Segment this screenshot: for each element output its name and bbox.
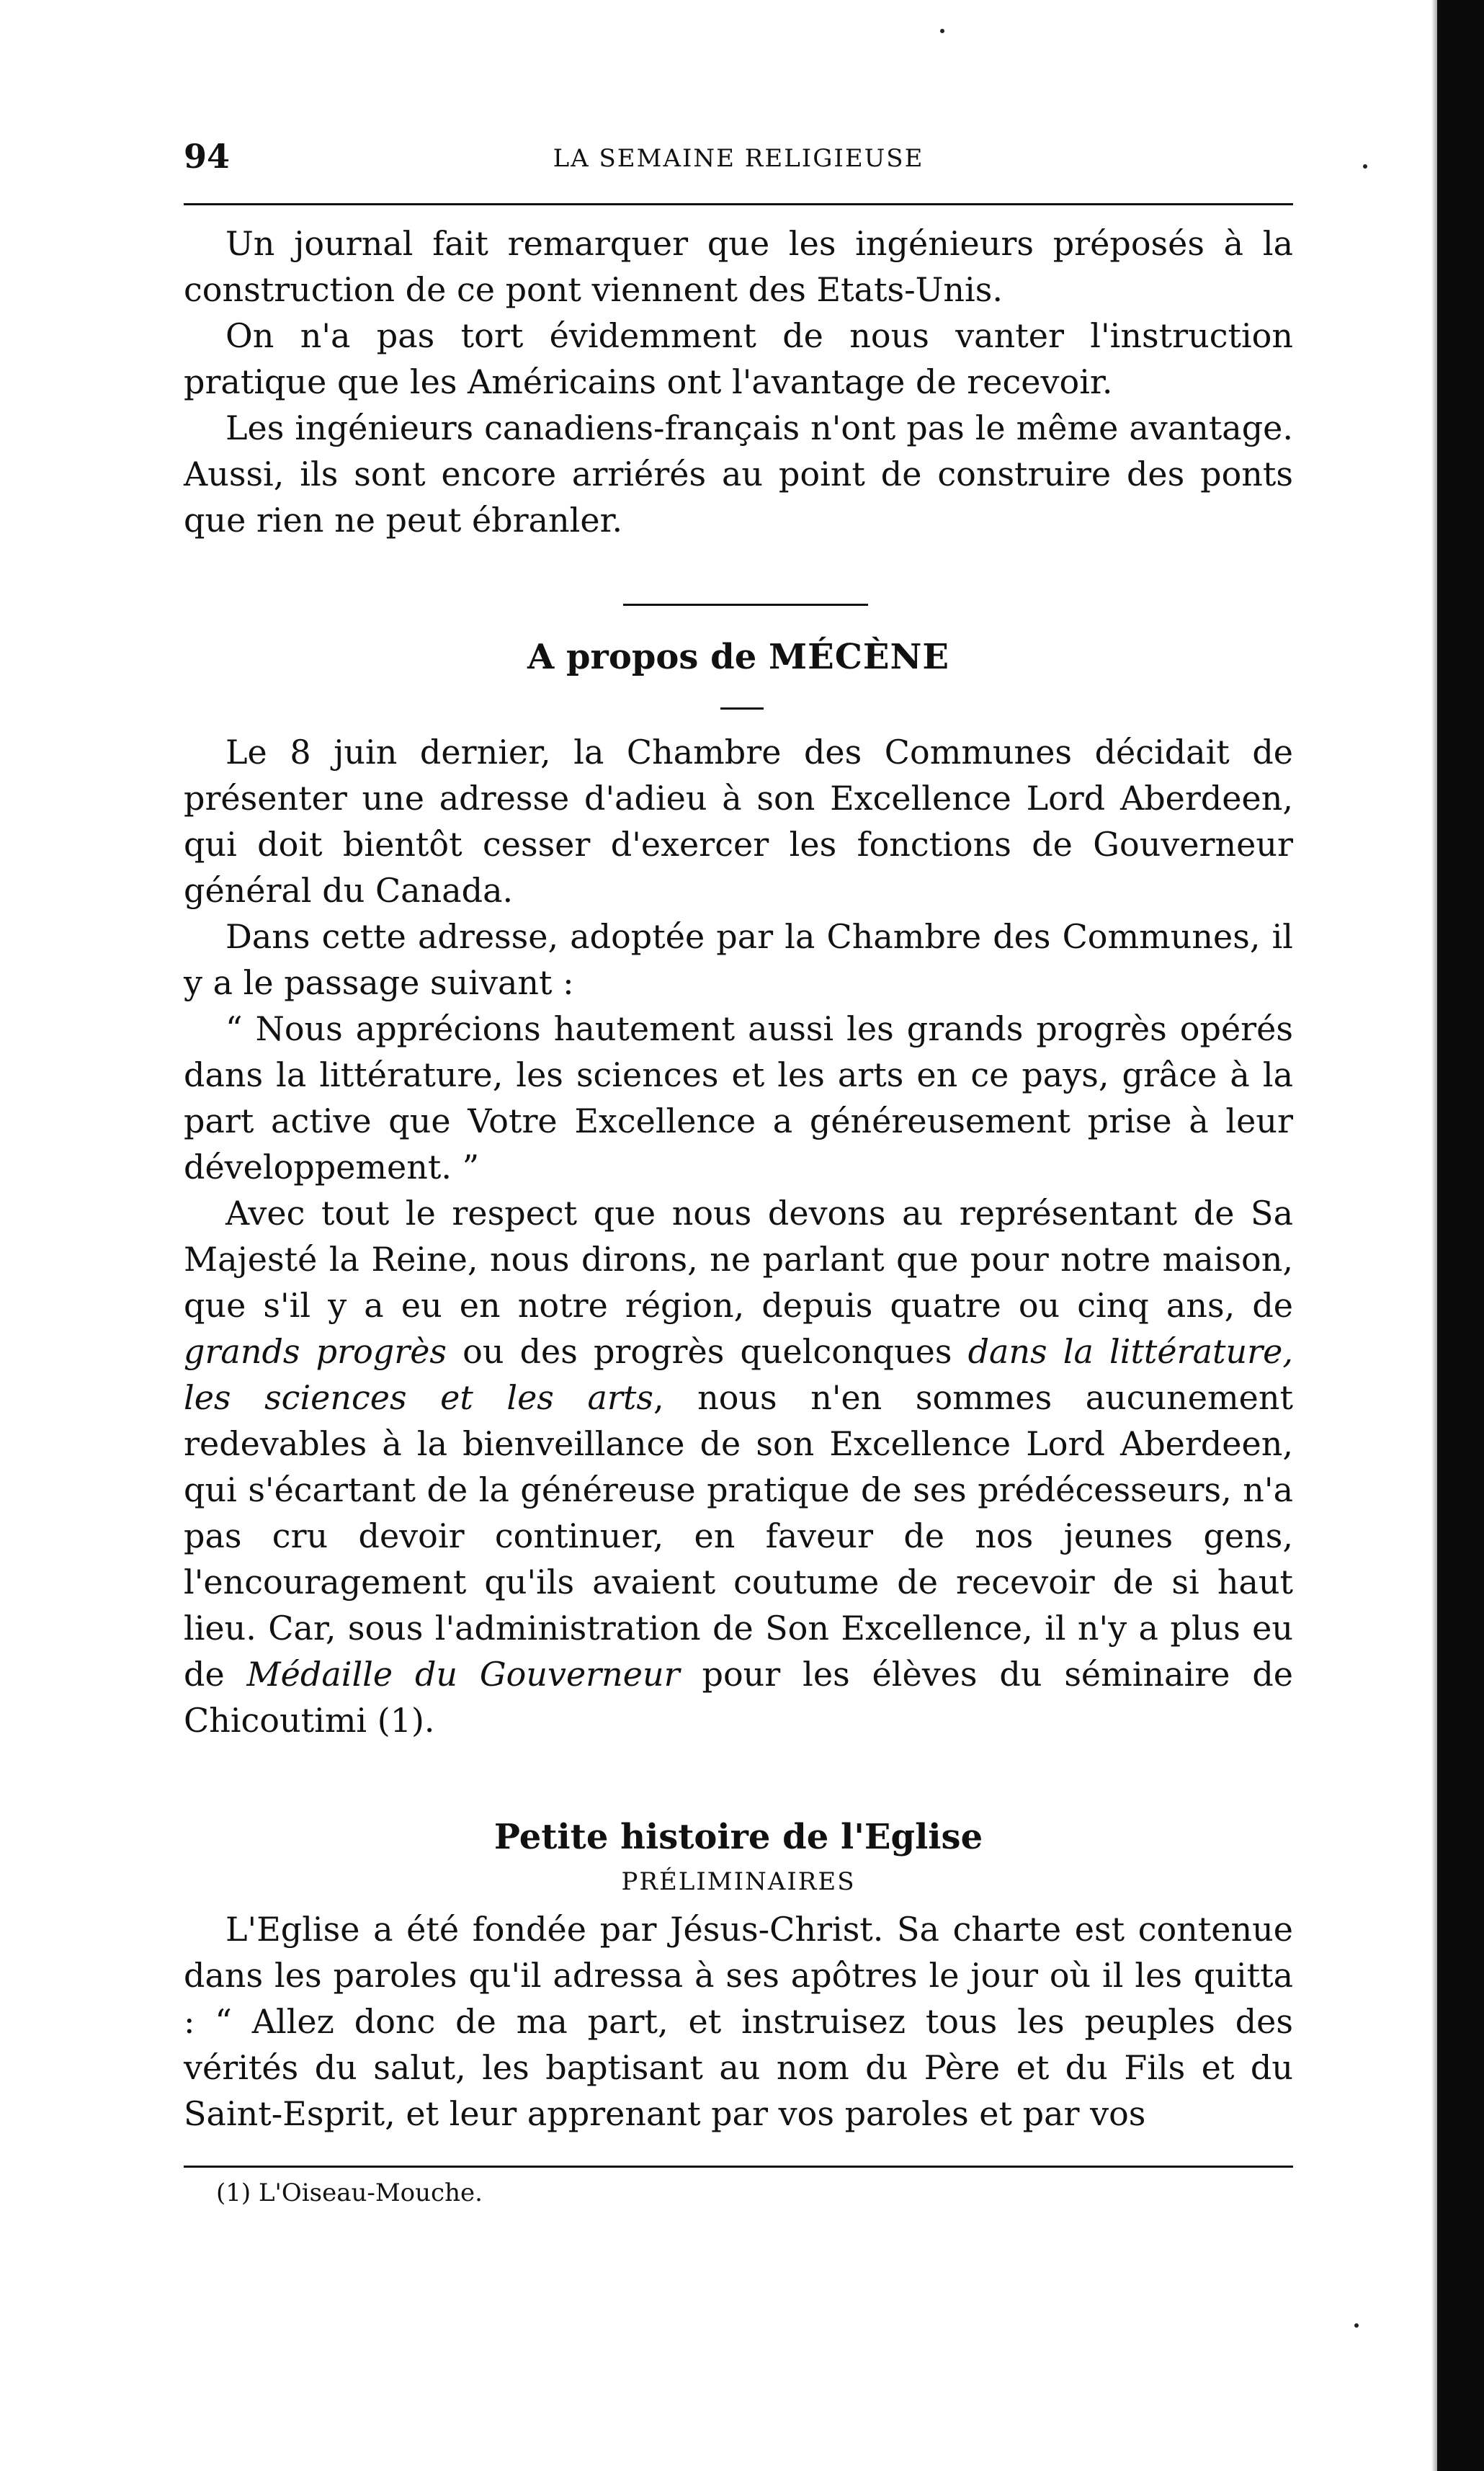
heading-prefix: A propos de	[527, 637, 757, 677]
article-paragraph: L'Eglise a été fondée par Jésus-Christ. Sa charte est contenue dans les paroles qu'il adressa à ses apôtres le jour où il les quitta : “ Allez donc de ma part, et instruisez tous les peuples des vérités du salut, les baptisant au nom du Père et du Fils et du Saint-Esprit, et leur apprenant par vos paroles et par vos	[184, 1910, 1293, 2133]
intro-paragraph: On n'a pas tort évidemment de nous vanter l'instruction pratique que les Américains ont l'avantage de recevoir.	[184, 316, 1293, 401]
quoted-paragraph: “ Nous apprécions hautement aussi les grands progrès opérés dans la littérature, les sciences et les arts en ce pays, grâce à la part active que Votre Excellence a généreusement prise à leur développement. ”	[184, 1009, 1293, 1187]
mecene-article	[184, 729, 1293, 1743]
text-run: , nous n'en sommes aucunement redevables à la bienveillance de son Excellence Lord Aberdeen, qui s'écartant de la généreuse pratique de ses prédécesseurs, n'a pas cru devoir continuer, en faveur de nos jeunes gens, l'encouragement qu'ils avaient coutume de recevoir de si haut lieu. Car, sous l'administration de Son Excellence, il n'y a plus eu de	[184, 1378, 1293, 1694]
intro-block	[184, 220, 1293, 543]
intro-paragraph: Les ingénieurs canadiens-français n'ont pas le même avantage. Aussi, ils sont encore arriérés au point de construire des ponts que rien ne peut ébranler.	[184, 408, 1293, 540]
header-rule	[184, 203, 1293, 205]
scan-speck	[1363, 164, 1367, 169]
italic-text: grands progrès	[184, 1332, 447, 1371]
scan-speck	[1354, 2323, 1359, 2328]
article-paragraph: Dans cette adresse, adoptée par la Chambre des Communes, il y a le passage suivant :	[184, 917, 1293, 1002]
section-heading-mecene	[184, 634, 1293, 680]
intro-paragraph: Un journal fait remarquer que les ingénieurs préposés à la construction de ce pont viennent des Etats-Unis.	[184, 224, 1293, 309]
text-run: Avec tout le respect que nous devons au représentant de Sa Majesté la Reine, nous dirons, ne parlant que pour notre maison, que s'il y a eu en notre région, depuis quatre ou cinq ans, de	[184, 1194, 1293, 1325]
italic-text: dans la littérature, les sciences et les arts	[184, 1332, 1293, 1417]
heading-dash	[720, 707, 764, 710]
footnote: (1) L'Oiseau-Mouche.	[216, 2179, 483, 2207]
running-head: LA SEMAINE RELIGIEUSE	[553, 144, 924, 173]
page-header	[184, 137, 1293, 180]
heading-name: MÉCÈNE	[768, 637, 949, 677]
section-divider	[623, 604, 868, 606]
italic-text: Médaille du Gouverneur	[246, 1655, 680, 1694]
page-number: 94	[184, 137, 231, 176]
article-paragraph	[184, 1190, 1293, 1743]
footnote-rule	[184, 2166, 1293, 2168]
scan-edge-shadow	[1437, 0, 1484, 2471]
section-subheading: PRÉLIMINAIRES	[621, 1867, 856, 1896]
text-run: ou des progrès quelconques	[447, 1332, 968, 1371]
scan-speck	[940, 29, 944, 33]
text-run: pour les élèves du séminaire de Chicoutimi (1).	[184, 1655, 1293, 1740]
section-heading-histoire: Petite histoire de l'Eglise	[493, 1817, 983, 1857]
article-paragraph: Le 8 juin dernier, la Chambre des Communes décidait de présenter une adresse d'adieu à son Excellence Lord Aberdeen, qui doit bientôt cesser d'exercer les fonctions de Gouverneur général du Canada.	[184, 733, 1293, 910]
histoire-article	[184, 1906, 1293, 2137]
